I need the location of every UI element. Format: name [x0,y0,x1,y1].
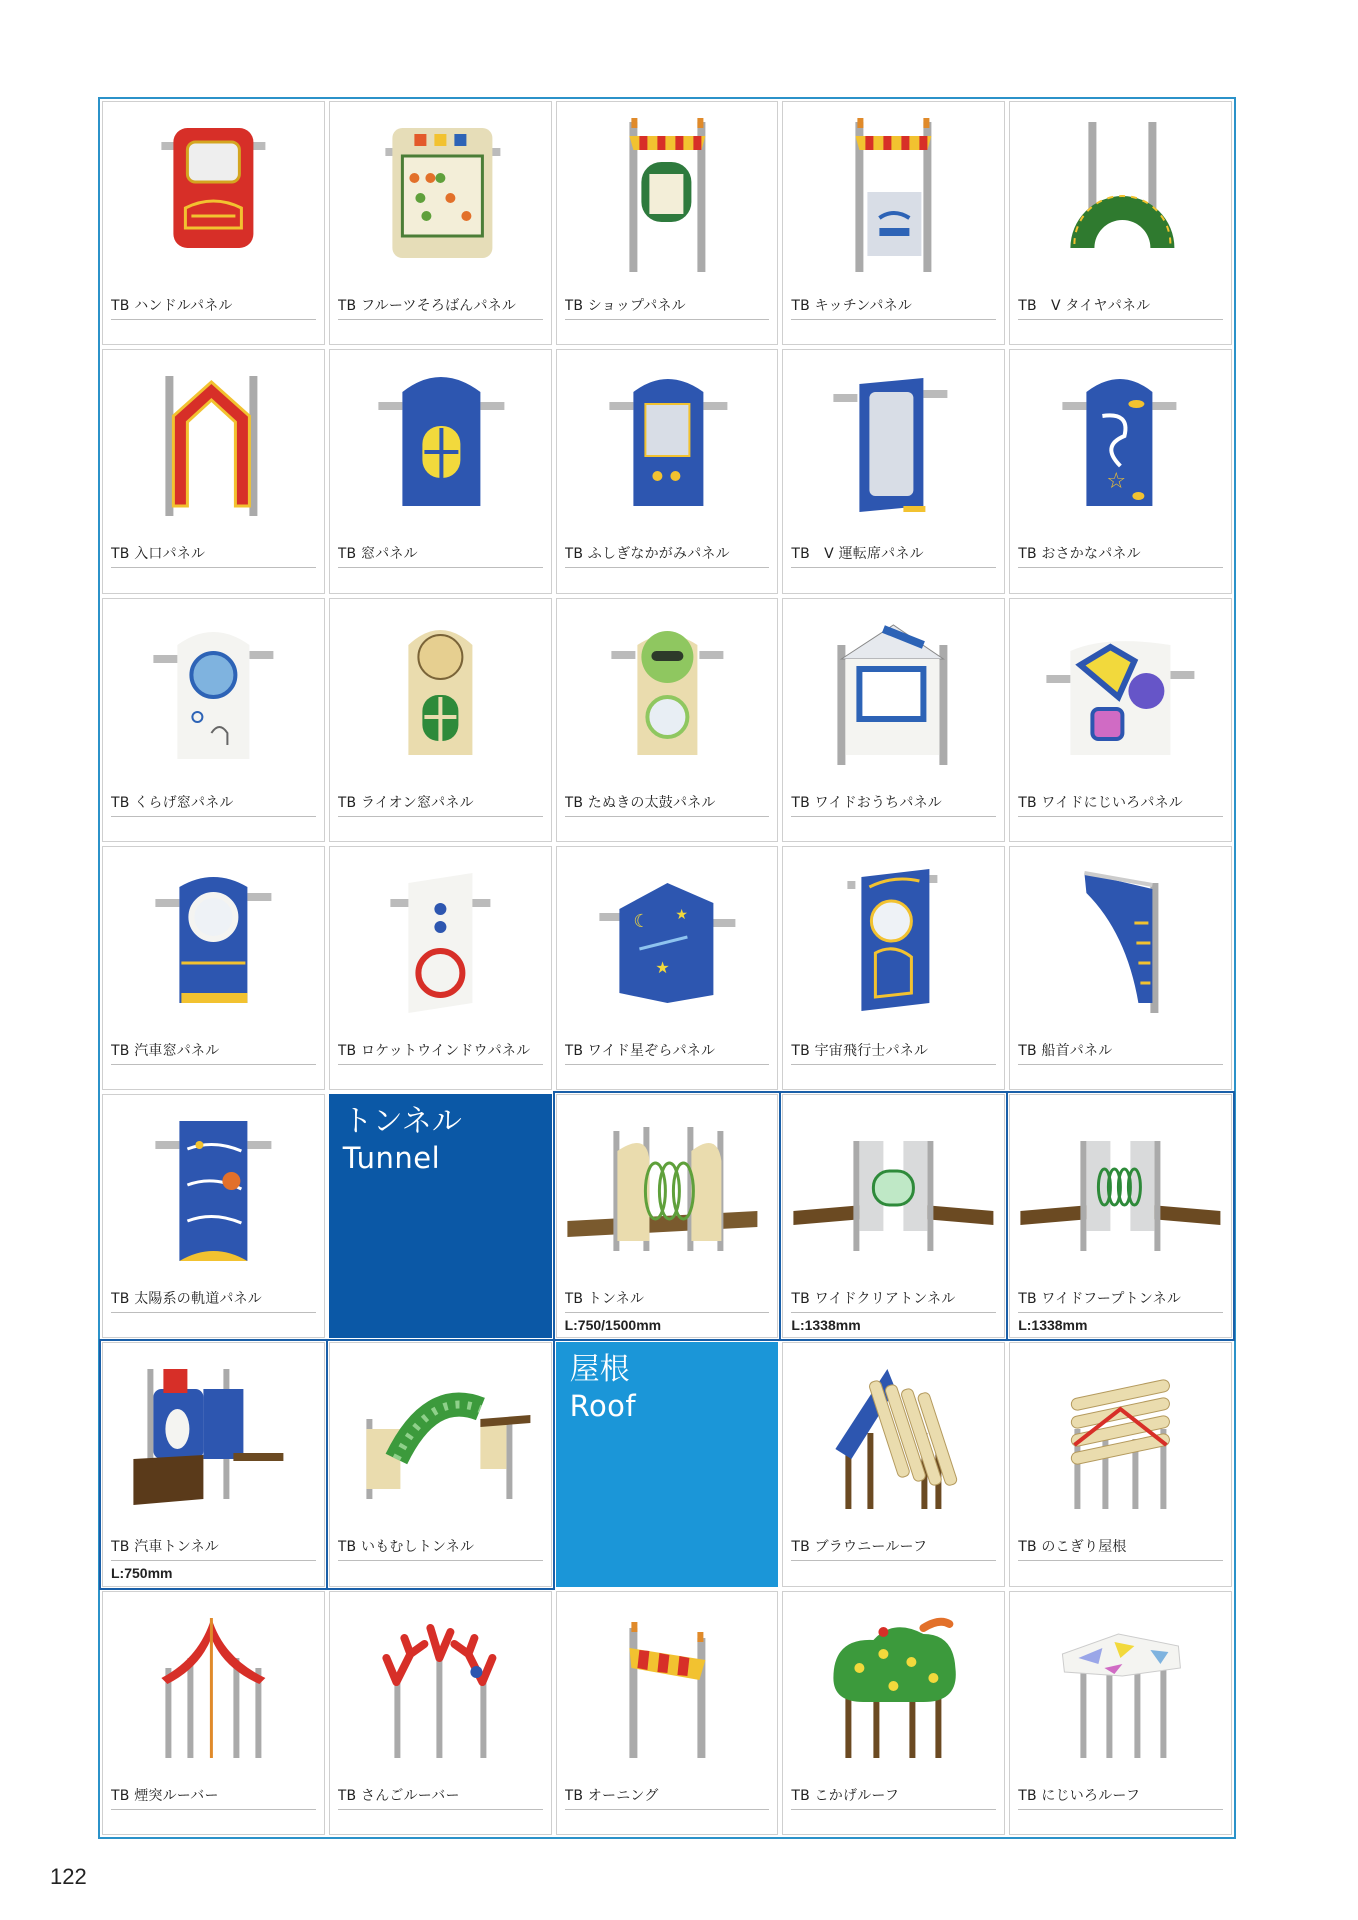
svg-text:★: ★ [674,906,688,923]
kitchen-panel-icon [783,108,1004,298]
svg-text:★: ★ [654,957,670,977]
wide-rainbow-panel-icon [1010,605,1231,795]
product-name: TB 入口パネル [111,546,316,568]
product-card[interactable] [782,1094,1005,1338]
product-card[interactable] [782,1342,1005,1586]
caterpillar-tunnel-icon [330,1349,551,1539]
product-card[interactable] [782,1591,1005,1835]
product-card[interactable] [1009,846,1232,1090]
product-length: L:1338mm [1018,1317,1088,1334]
product-card[interactable] [556,349,779,593]
jellyfish-window-panel-icon [103,605,324,795]
product-name: TB V 運転席パネル [791,546,996,568]
product-name: TB ロケットウインドウパネル [338,1043,543,1065]
product-card[interactable] [782,846,1005,1090]
steering-panel-icon [103,108,324,298]
product-card[interactable] [329,101,552,345]
product-name: TB 太陽系の軌道パネル [111,1291,316,1313]
product-card[interactable] [102,1094,325,1338]
tanuki-drum-panel-icon [557,605,778,795]
wide-clear-tunnel-icon [783,1101,1004,1291]
product-name: TB 汽車トンネル [111,1539,316,1561]
product-card[interactable] [329,846,552,1090]
product-card[interactable] [556,1591,779,1835]
product-card[interactable] [102,101,325,345]
product-name: TB にじいろルーフ [1018,1788,1223,1810]
wide-hoop-tunnel-icon [1010,1101,1231,1291]
product-card[interactable] [1009,101,1232,345]
product-name: TB ワイドおうちパネル [791,795,996,817]
product-card[interactable] [102,1591,325,1835]
product-name: TB くらげ窓パネル [111,795,316,817]
mirror-panel-icon [557,356,778,546]
product-name: TB ワイドにじいろパネル [1018,795,1223,817]
product-name: TB たぬきの太鼓パネル [565,795,770,817]
section-title-jp: 屋根 [569,1352,630,1388]
product-card[interactable] [556,846,779,1090]
astronaut-panel-icon [783,853,1004,1043]
train-window-panel-icon [103,853,324,1043]
product-name: TB さんごルーバー [338,1788,543,1810]
product-card[interactable] [1009,349,1232,593]
product-card[interactable] [556,1094,779,1338]
product-card[interactable] [102,846,325,1090]
product-length: L:1338mm [791,1317,861,1334]
product-card[interactable] [556,101,779,345]
product-name: TB おさかなパネル [1018,546,1223,568]
product-card[interactable] [1009,598,1232,842]
product-name: TB のこぎり屋根 [1018,1539,1223,1561]
coral-louver-icon [330,1598,551,1788]
window-panel-icon [330,356,551,546]
product-name: TB ショップパネル [565,298,770,320]
tunnel-icon [557,1101,778,1291]
product-name: TB 汽車窓パネル [111,1043,316,1065]
wide-house-panel-icon [783,605,1004,795]
product-name: TB フルーツそろばんパネル [338,298,543,320]
product-name: TB ハンドルパネル [111,298,316,320]
product-card[interactable] [102,1342,325,1586]
product-card[interactable] [102,349,325,593]
product-name: TB こかげルーフ [791,1788,996,1810]
product-card[interactable] [782,349,1005,593]
product-catalog-grid [98,97,1236,1839]
ship-bow-panel-icon [1010,853,1231,1043]
svg-text:☾: ☾ [632,910,650,932]
product-name: TB ワイドフープトンネル [1018,1291,1223,1313]
rocket-window-panel-icon [330,853,551,1043]
driver-seat-panel-icon [783,356,1004,546]
brownie-roof-icon [783,1349,1004,1539]
lion-window-panel-icon [330,605,551,795]
product-name: TB ライオン窓パネル [338,795,543,817]
tire-panel-icon [1010,108,1231,298]
product-name: TB いもむしトンネル [338,1539,543,1561]
product-card[interactable] [329,1342,552,1586]
product-card[interactable] [782,598,1005,842]
awning-icon [557,1598,778,1788]
product-card[interactable] [1009,1591,1232,1835]
product-name: TB ブラウニールーフ [791,1539,996,1561]
product-card[interactable] [329,598,552,842]
product-name: TB 煙突ルーバー [111,1788,316,1810]
product-name: TB ワイド星ぞらパネル [565,1043,770,1065]
fish-panel-icon [1010,356,1231,546]
product-card[interactable] [102,598,325,842]
solar-system-panel-icon [103,1101,324,1291]
starry-sky-panel-icon [557,853,778,1043]
svg-text:☆: ☆ [1106,469,1127,495]
product-name: TB 宇宙飛行士パネル [791,1043,996,1065]
product-name: TB オーニング [565,1788,770,1810]
product-length: L:750mm [111,1565,173,1582]
saw-roof-icon [1010,1349,1231,1539]
section-title-jp: トンネル [342,1104,462,1140]
section-title-en: Roof [569,1389,637,1424]
product-name: TB トンネル [565,1291,770,1313]
page-number: 122 [50,1864,87,1889]
product-card[interactable] [329,1591,552,1835]
product-card[interactable] [1009,1342,1232,1586]
shop-panel-icon [557,108,778,298]
section-header-roof [556,1342,779,1586]
product-name: TB ふしぎなかがみパネル [565,546,770,568]
product-name: TB ワイドクリアトンネル [791,1291,996,1313]
product-length: L:750/1500mm [564,1317,662,1334]
product-card[interactable] [556,598,779,842]
train-tunnel-icon [103,1349,324,1539]
product-name: TB 窓パネル [338,546,543,568]
product-name: TB 船首パネル [1018,1043,1223,1065]
product-card[interactable] [329,349,552,593]
section-header-tunnel [329,1094,552,1338]
product-name: TB V タイヤパネル [1018,298,1223,320]
entrance-panel-icon [103,356,324,546]
product-card[interactable] [782,101,1005,345]
chimney-louver-icon [103,1598,324,1788]
section-title-en: Tunnel [342,1141,441,1176]
rainbow-roof-icon [1010,1598,1231,1788]
abacus-panel-icon [330,108,551,298]
product-card[interactable] [1009,1094,1232,1338]
product-name: TB キッチンパネル [791,298,996,320]
tree-shade-roof-icon [783,1598,1004,1788]
